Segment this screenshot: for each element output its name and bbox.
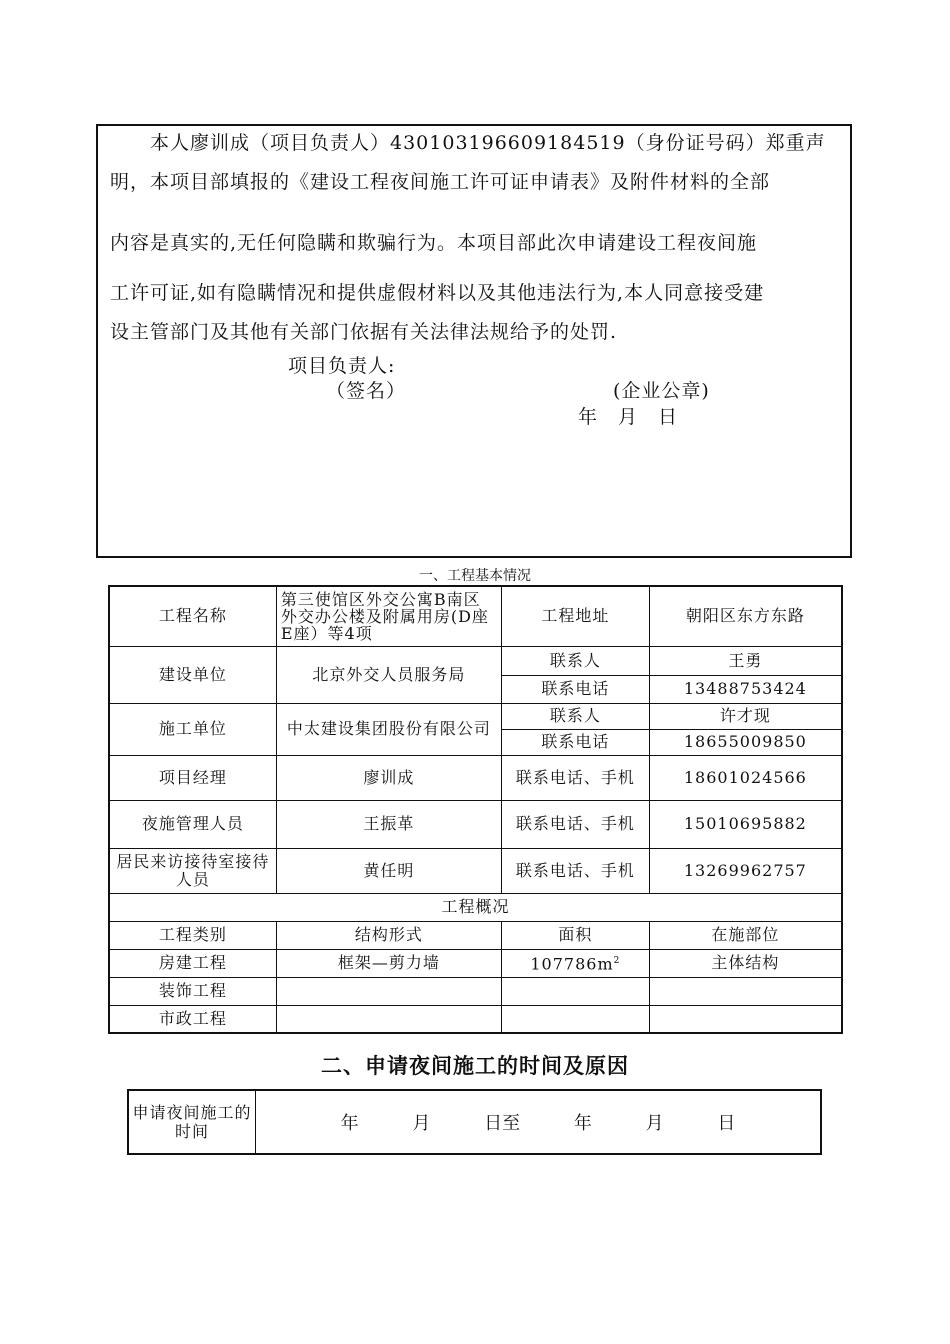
table-row [109, 755, 842, 800]
overview-cell: 房建工程 [109, 949, 276, 977]
project-name-label: 工程名称 [109, 586, 276, 646]
address-value: 朝阳区东方东路 [649, 586, 842, 646]
manager-value: 廖训成 [276, 755, 501, 800]
table-row [109, 848, 842, 893]
table-row [109, 1005, 842, 1033]
contractor-contact-value: 许才现 [649, 703, 842, 729]
overview-cell: 装饰工程 [109, 977, 276, 1005]
overview-cell [276, 977, 501, 1005]
time-year-end: 年 [573, 1113, 592, 1134]
signer-label: 项目负责人: [288, 355, 396, 377]
table-row [109, 949, 842, 977]
time-label: 申请夜间施工的时间 [128, 1090, 256, 1154]
overview-cell [276, 1005, 501, 1033]
night-manager-value: 王振革 [276, 800, 501, 848]
table-row [109, 977, 842, 1005]
declaration-line: 明，本项目部填报的《建设工程夜间施工许可证申请表》及附件材料的全部 [110, 171, 771, 193]
overview-cell: 主体结构 [649, 949, 842, 977]
table-row [109, 646, 842, 675]
overview-cell [502, 1005, 650, 1033]
night-time-table [127, 1089, 822, 1155]
time-month-end: 月 [645, 1113, 664, 1134]
table-row [109, 800, 842, 848]
area-unit-sup: 2 [613, 956, 621, 967]
reception-value: 黄任明 [276, 848, 501, 893]
overview-cell: 框架—剪力墙 [276, 949, 501, 977]
address-label: 工程地址 [502, 586, 650, 646]
project-info-table [108, 585, 843, 1034]
area-value: 107786m [530, 954, 614, 974]
builder-phone-value: 13488753424 [649, 675, 842, 703]
contractor-contact-label: 联系人 [502, 703, 650, 729]
date-label: 年 月 日 [578, 406, 679, 428]
night-manager-phone-value: 15010695882 [649, 800, 842, 848]
overview-cell [649, 1005, 842, 1033]
overview-header: 在施部位 [649, 921, 842, 949]
time-month-start: 月 [412, 1113, 431, 1134]
declaration-line: 设主管部门及其他有关部门依据有关法律法规给予的处罚. [110, 321, 618, 343]
time-year-start: 年 [340, 1113, 359, 1134]
signature-label: （签名） [326, 380, 407, 402]
overview-cell: 市政工程 [109, 1005, 276, 1033]
builder-contact-value: 王勇 [649, 646, 842, 675]
time-day-end: 日 [717, 1113, 736, 1134]
overview-cell [649, 977, 842, 1005]
declaration-line: 内容是真实的,无任何隐瞒和欺骗行为。本项目部此次申请建设工程夜间施 [110, 232, 758, 254]
table-row [109, 586, 842, 646]
reception-label: 居民来访接待室接待人员 [109, 848, 276, 893]
manager-phone-label: 联系电话、手机 [502, 755, 650, 800]
declaration-line: 工许可证,如有隐瞒情况和提供虚假材料以及其他违法行为,本人同意接受建 [110, 282, 765, 304]
overview-cell [502, 977, 650, 1005]
contractor-label: 施工单位 [109, 703, 276, 755]
builder-value: 北京外交人员服务局 [276, 646, 501, 703]
table-row [109, 921, 842, 949]
contractor-phone-label: 联系电话 [502, 729, 650, 755]
declaration-line: 本人廖训成（项目负责人）430103196609184519（身份证号码）郑重声 [110, 132, 826, 154]
project-name-value: 第三使馆区外交公寓B南区外交办公楼及附属用房(D座E座）等4项 [276, 586, 501, 646]
builder-phone-label: 联系电话 [502, 675, 650, 703]
overview-label: 工程概况 [109, 893, 842, 921]
night-manager-phone-label: 联系电话、手机 [502, 800, 650, 848]
overview-header: 工程类别 [109, 921, 276, 949]
night-manager-label: 夜施管理人员 [109, 800, 276, 848]
contractor-value: 中太建设集团股份有限公司 [276, 703, 501, 755]
overview-cell-area [502, 949, 650, 977]
manager-phone-value: 18601024566 [649, 755, 842, 800]
section2-title: 二、申请夜间施工的时间及原因 [321, 1054, 629, 1078]
time-day-start: 日至 [484, 1113, 521, 1134]
builder-contact-label: 联系人 [502, 646, 650, 675]
overview-header: 面积 [502, 921, 650, 949]
manager-label: 项目经理 [109, 755, 276, 800]
time-value [256, 1090, 822, 1154]
seal-label: (企业公章) [613, 380, 710, 402]
overview-header: 结构形式 [276, 921, 501, 949]
reception-phone-label: 联系电话、手机 [502, 848, 650, 893]
section1-title: 一、工程基本情况 [419, 568, 531, 584]
declaration-box [96, 124, 852, 558]
builder-label: 建设单位 [109, 646, 276, 703]
reception-phone-value: 13269962757 [649, 848, 842, 893]
table-row [109, 703, 842, 729]
table-row [109, 893, 842, 921]
contractor-phone-value: 18655009850 [649, 729, 842, 755]
